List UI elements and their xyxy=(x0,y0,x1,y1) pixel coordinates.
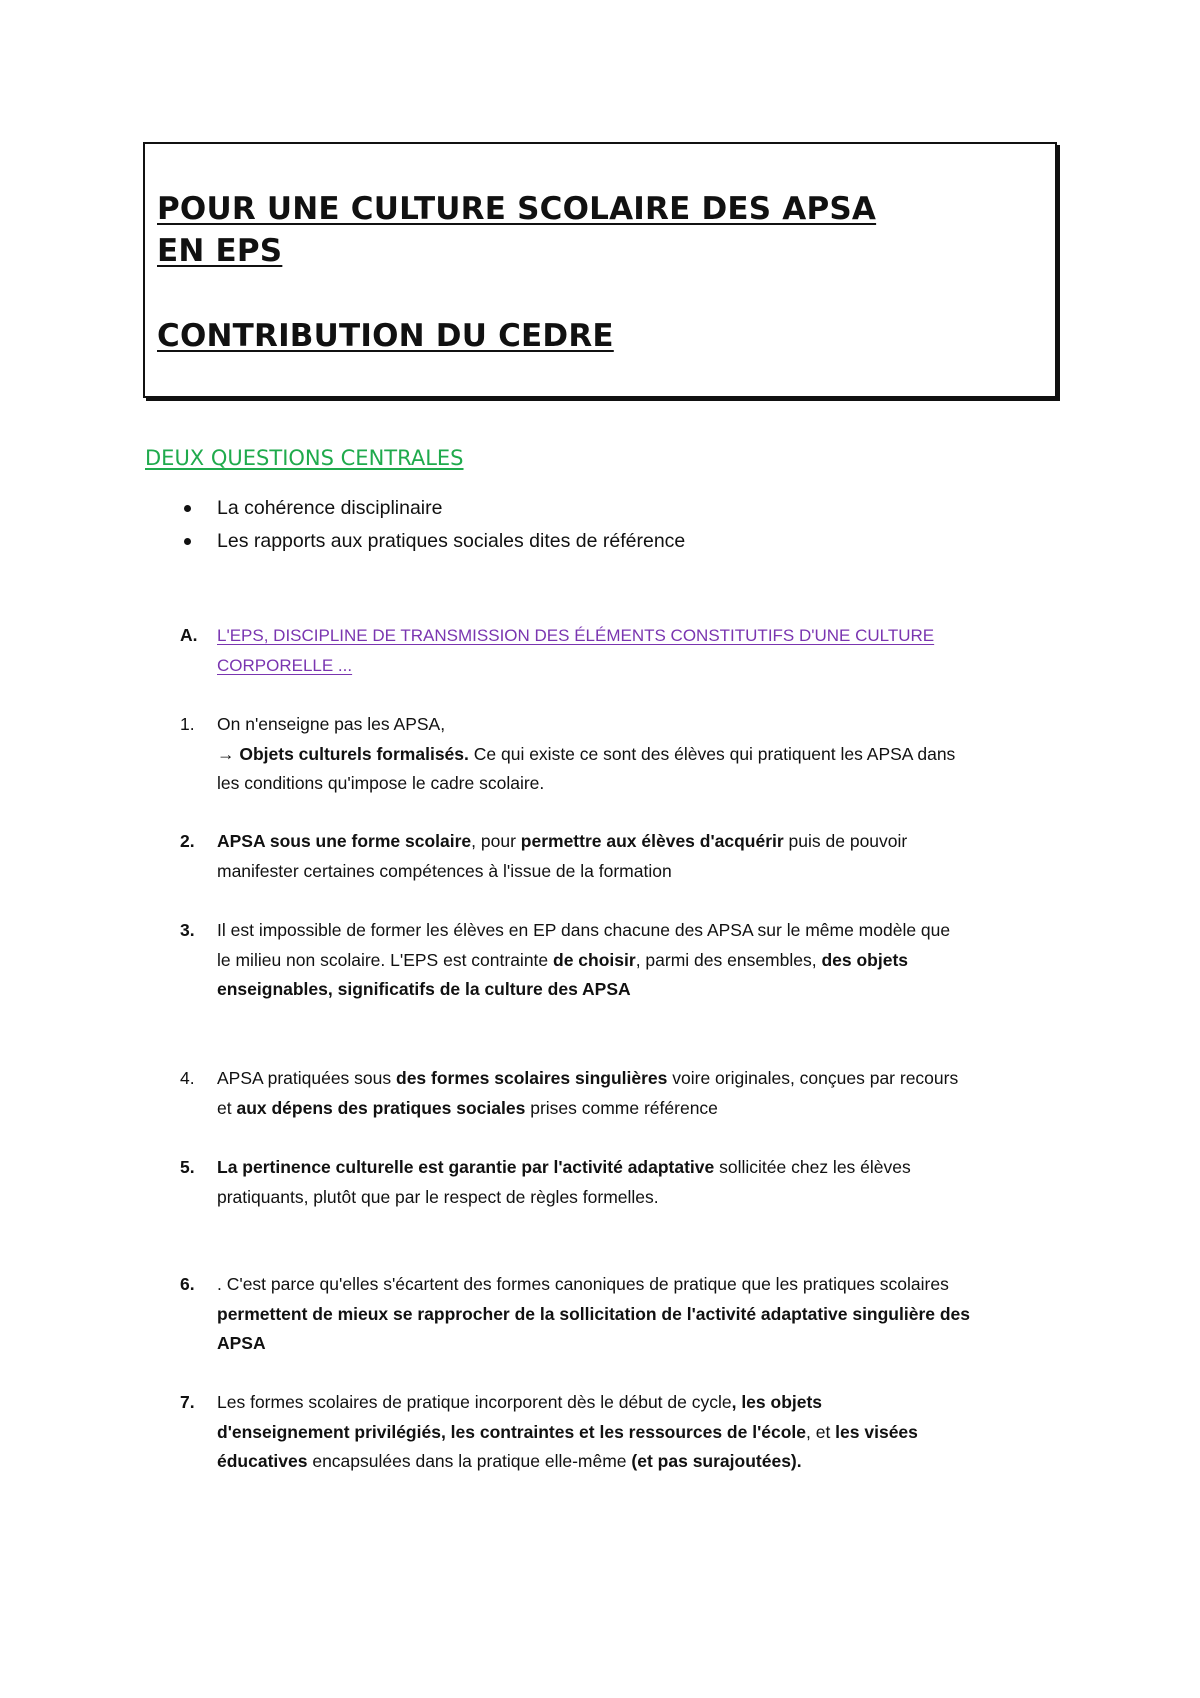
list-item xyxy=(180,525,685,558)
list-item-5 xyxy=(180,1153,1077,1212)
list-item-6 xyxy=(180,1270,1077,1359)
questions-list xyxy=(180,492,685,558)
bullet-icon xyxy=(184,538,191,545)
list-item-4 xyxy=(180,1064,1077,1123)
item-5-line-2: pratiquants, plutôt que par le respect de règles formelles. xyxy=(217,1186,659,1207)
item-5-line-1: La pertinence culturelle est garantie par l'activité adaptative sollicitée chez les élèves xyxy=(217,1157,911,1177)
item-6-line-1: . C'est parce qu'elles s'écartent des formes canoniques de pratique que les pratiques scolaires xyxy=(217,1274,949,1294)
item-number: 7. xyxy=(180,1392,195,1412)
part-a-line-1: L'EPS, DISCIPLINE DE TRANSMISSION DES ÉLÉMENTS CONSTITUTIFS D'UNE CULTURE xyxy=(217,626,935,645)
item-4-line-1: APSA pratiquées sous des formes scolaires singulières voire originales, conçues par recours xyxy=(217,1068,959,1088)
title-line-3: CONTRIBUTION DU CEDRE xyxy=(157,318,614,354)
item-number: 4. xyxy=(180,1068,195,1088)
item-number: 5. xyxy=(180,1157,195,1177)
item-number: 2. xyxy=(180,831,195,851)
item-2-line-1: APSA sous une forme scolaire, pour permettre aux élèves d'acquérir puis de pouvoir xyxy=(217,831,908,851)
item-number: 1. xyxy=(180,714,195,734)
item-3-line-2: le milieu non scolaire. L'EPS est contrainte de choisir, parmi des ensembles, des objets xyxy=(217,949,909,970)
bullet-text: La cohérence disciplinaire xyxy=(217,497,443,519)
part-a-marker: A. xyxy=(180,625,198,645)
item-2-line-2: manifester certaines compétences à l'issue de la formation xyxy=(217,860,672,881)
list-item-3 xyxy=(180,916,1077,1005)
list-item xyxy=(180,492,685,525)
item-7-line-1: Les formes scolaires de pratique incorporent dès le début de cycle, les objets xyxy=(217,1392,823,1412)
item-1-line-3: les conditions qu'impose le cadre scolaire. xyxy=(217,773,545,793)
item-number: 6. xyxy=(180,1274,195,1294)
item-6-line-2: permettent de mieux se rapprocher de la sollicitation de l'activité adaptative singulière des xyxy=(217,1303,971,1324)
arrow-right-icon: → xyxy=(217,743,235,764)
list-item-7 xyxy=(180,1388,1077,1477)
list-item-2 xyxy=(180,827,1077,886)
item-3-line-1: Il est impossible de former les élèves en EP dans chacune des APSA sur le même modèle que xyxy=(217,920,951,940)
item-1-line-2: → Objets culturels formalisés. Ce qui existe ce sont des élèves qui pratiquent les APSA dans xyxy=(217,743,956,764)
title-box xyxy=(143,142,1057,398)
title-line-2: EN EPS xyxy=(157,233,283,269)
list-item-1 xyxy=(180,710,1077,799)
bullet-text: Les rapports aux pratiques sociales dites de référence xyxy=(217,530,686,552)
part-a-heading xyxy=(180,621,1077,680)
title-line-1: POUR UNE CULTURE SCOLAIRE DES APSA xyxy=(157,191,877,227)
part-a-line-2: CORPORELLE ... xyxy=(217,655,353,675)
item-number: 3. xyxy=(180,920,195,940)
item-3-line-3: enseignables, significatifs de la culture des APSA xyxy=(217,979,631,999)
item-7-line-3: éducatives encapsulées dans la pratique elle-même (et pas surajoutées). xyxy=(217,1451,802,1471)
item-4-line-2: et aux dépens des pratiques sociales prises comme référence xyxy=(217,1097,718,1118)
section-heading-questions: DEUX QUESTIONS CENTRALES xyxy=(145,446,464,470)
item-1-line-1: On n'enseigne pas les APSA, xyxy=(217,714,446,734)
item-7-line-2: d'enseignement privilégiés, les contraintes et les ressources de l'école, et les visées xyxy=(217,1421,918,1442)
item-6-line-3: APSA xyxy=(217,1333,266,1353)
bullet-icon xyxy=(184,505,191,512)
